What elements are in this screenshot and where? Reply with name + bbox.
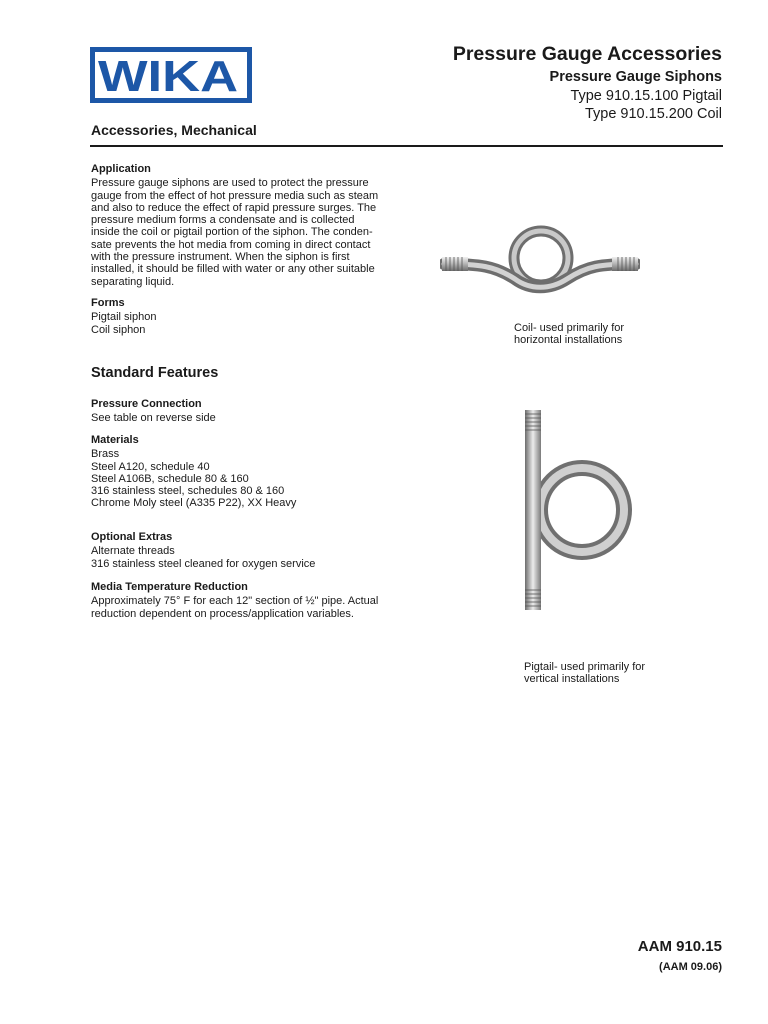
caption-line: vertical installations	[524, 673, 620, 686]
page-subtitle: Pressure Gauge Siphons	[549, 69, 722, 85]
optional-extras-section	[91, 531, 396, 570]
coil-siphon-image	[440, 224, 640, 314]
pressure-connection-text: See table on reverse side	[91, 412, 216, 425]
materials-section	[91, 434, 396, 510]
coil-caption	[514, 322, 624, 347]
standard-features-heading: Standard Features	[91, 365, 219, 381]
pressure-connection-heading: Pressure Connection	[91, 398, 202, 410]
document-subcode: (AAM 09.06)	[659, 961, 722, 973]
list-item: Brass	[91, 448, 120, 461]
category-label: Accessories, Mechanical	[91, 122, 257, 138]
text-line: gauge from the effect of hot pressure media such as steam	[91, 189, 379, 202]
standard-features-section	[91, 367, 396, 379]
list-item: 316 stainless steel cleaned for oxygen service	[91, 557, 316, 570]
text-line: reduction dependent on process/application variables.	[91, 607, 354, 620]
list-item: Steel A120, schedule 40	[91, 460, 210, 473]
pigtail-caption	[524, 661, 645, 686]
forms-heading: Forms	[91, 297, 125, 309]
page-title: Pressure Gauge Accessories	[452, 43, 722, 65]
logo-text: WIKA	[98, 52, 238, 101]
text-line: installed, it should be filled with water or any other suitable	[91, 263, 375, 276]
media-temperature-section	[91, 581, 396, 620]
wika-logo	[90, 47, 252, 103]
caption-line: horizontal installations	[514, 334, 623, 347]
list-item: Steel A106B, schedule 80 & 160	[91, 472, 249, 485]
text-line: and also to reduce the effect of rapid pressure surges. The	[91, 201, 377, 214]
text-line: with the pressure instrument. When the siphon is first	[91, 251, 350, 264]
text-line: Pressure gauge siphons are used to protect the pressure	[91, 177, 369, 190]
text-line: inside the coil or pigtail portion of the siphon. The conden-	[91, 226, 373, 239]
pressure-connection-section	[91, 398, 396, 425]
text-line: separating liquid.	[91, 275, 175, 288]
application-section	[91, 163, 396, 288]
list-item: Alternate threads	[91, 545, 175, 558]
document-code: AAM 910.15	[637, 938, 722, 955]
text-line: sate prevents the hot media from coming in direct contact	[91, 238, 371, 251]
type-line-pigtail: Type 910.15.100 Pigtail	[570, 88, 722, 104]
header-divider	[90, 145, 723, 147]
text-line: pressure medium forms a condensate and is collected	[91, 214, 355, 227]
text-line: Approximately 75° F for each 12" section of ½" pipe. Actual	[91, 595, 379, 608]
type-line-coil: Type 910.15.200 Coil	[584, 106, 722, 122]
application-text	[91, 177, 396, 288]
list-item: Chrome Moly steel (A335 P22), XX Heavy	[91, 497, 297, 510]
caption-line: Pigtail- used primarily for	[524, 661, 646, 673]
media-temperature-heading: Media Temperature Reduction	[91, 581, 248, 593]
materials-heading: Materials	[91, 434, 139, 446]
pigtail-siphon-image	[510, 404, 634, 616]
application-heading: Application	[91, 163, 151, 175]
list-item: 316 stainless steel, schedules 80 & 160	[91, 485, 285, 498]
list-item: Coil siphon	[91, 323, 146, 336]
optional-extras-heading: Optional Extras	[91, 531, 173, 543]
list-item: Pigtail siphon	[91, 311, 157, 324]
caption-line: Coil- used primarily for	[514, 322, 625, 334]
forms-section	[91, 297, 396, 336]
